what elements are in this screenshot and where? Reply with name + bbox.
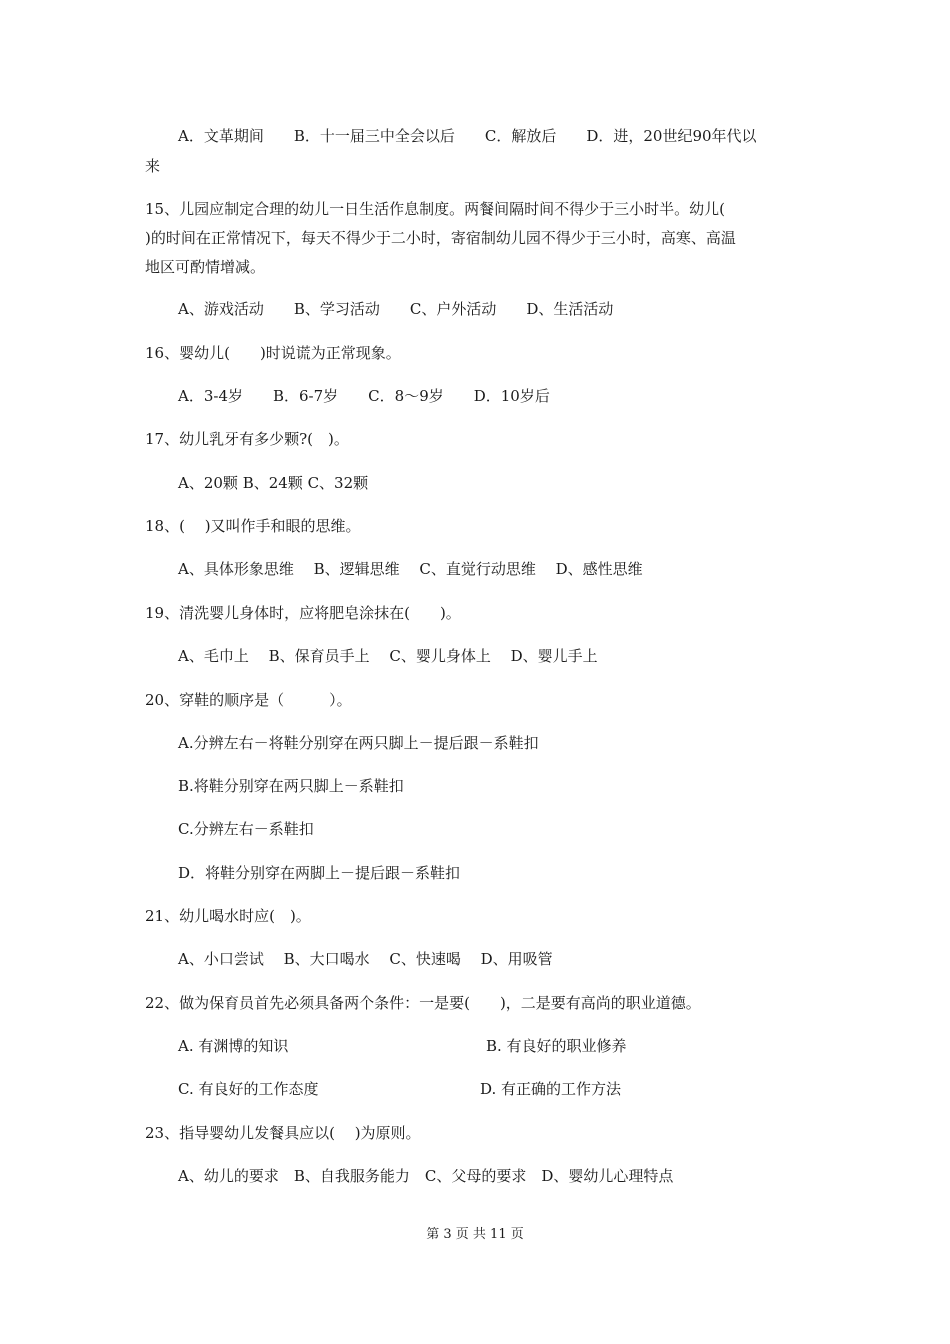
q18-options: A、具体形象思维 B、逻辑思维 C、直觉行动思维 D、感性思维 — [178, 560, 643, 578]
q17-stem: 17、幼儿乳牙有多少颗?( )。 — [145, 430, 349, 448]
q16-stem: 16、婴幼儿( )时说谎为正常现象。 — [145, 344, 401, 362]
q19-options: A、毛巾上 B、保育员手上 C、婴儿身体上 D、婴儿手上 — [178, 647, 598, 665]
q15-stem-line-1: 15、儿园应制定合理的幼儿一日生活作息制度。两餐间隔时间不得少于三小时半。幼儿( — [145, 200, 725, 218]
q22-option-a: A. 有渊博的知识 — [178, 1037, 289, 1055]
q14-options: A．文革期间 B．十一届三中全会以后 C．解放后 D．进，20世纪90年代以 — [178, 127, 757, 145]
q15-stem-line-2: )的时间在正常情况下，每天不得少于二小时，寄宿制幼儿园不得少于三小时，高寒、高温 — [145, 229, 736, 247]
q16-options: A．3-4岁 B．6-7岁 C．8～9岁 D．10岁后 — [178, 387, 550, 405]
q20-option-d: D．将鞋分别穿在两脚上－提后跟－系鞋扣 — [178, 864, 461, 882]
q17-options: A、20颗 B、24颗 C、32颗 — [178, 474, 369, 492]
q22-option-c: C. 有良好的工作态度 — [178, 1080, 319, 1098]
q20-option-b: B.将鞋分别穿在两只脚上－系鞋扣 — [178, 777, 404, 795]
q23-stem: 23、指导婴幼儿发餐具应以( )为原则。 — [145, 1124, 421, 1142]
q19-stem: 19、清洗婴儿身体时，应将肥皂涂抹在( )。 — [145, 604, 461, 622]
q21-stem: 21、幼儿喝水时应( )。 — [145, 907, 311, 925]
q22-option-b: B. 有良好的职业修养 — [486, 1037, 627, 1055]
page-number-footer: 第 3 页 共 11 页 — [426, 1227, 524, 1242]
q18-stem: 18、( )又叫作手和眼的思维。 — [145, 517, 361, 535]
q20-stem: 20、穿鞋的顺序是（ ）。 — [145, 691, 352, 709]
q23-options: A、幼儿的要求 B、自我服务能力 C、父母的要求 D、婴幼儿心理特点 — [178, 1167, 674, 1185]
q15-stem-line-3: 地区可酌情增减。 — [145, 258, 266, 276]
q20-option-c: C.分辨左右－系鞋扣 — [178, 820, 314, 838]
q21-options: A、小口尝试 B、大口喝水 C、快速喝 D、用吸管 — [178, 950, 553, 968]
q14-options-continued: 来 — [145, 157, 161, 175]
q20-option-a: A.分辨左右－将鞋分别穿在两只脚上－提后跟－系鞋扣 — [178, 734, 539, 752]
q22-stem: 22、做为保育员首先必须具备两个条件：一是要( )，二是要有高尚的职业道德。 — [145, 994, 701, 1012]
q22-option-d: D. 有正确的工作方法 — [480, 1080, 622, 1098]
q15-options: A、游戏活动 B、学习活动 C、户外活动 D、生活活动 — [178, 300, 614, 318]
